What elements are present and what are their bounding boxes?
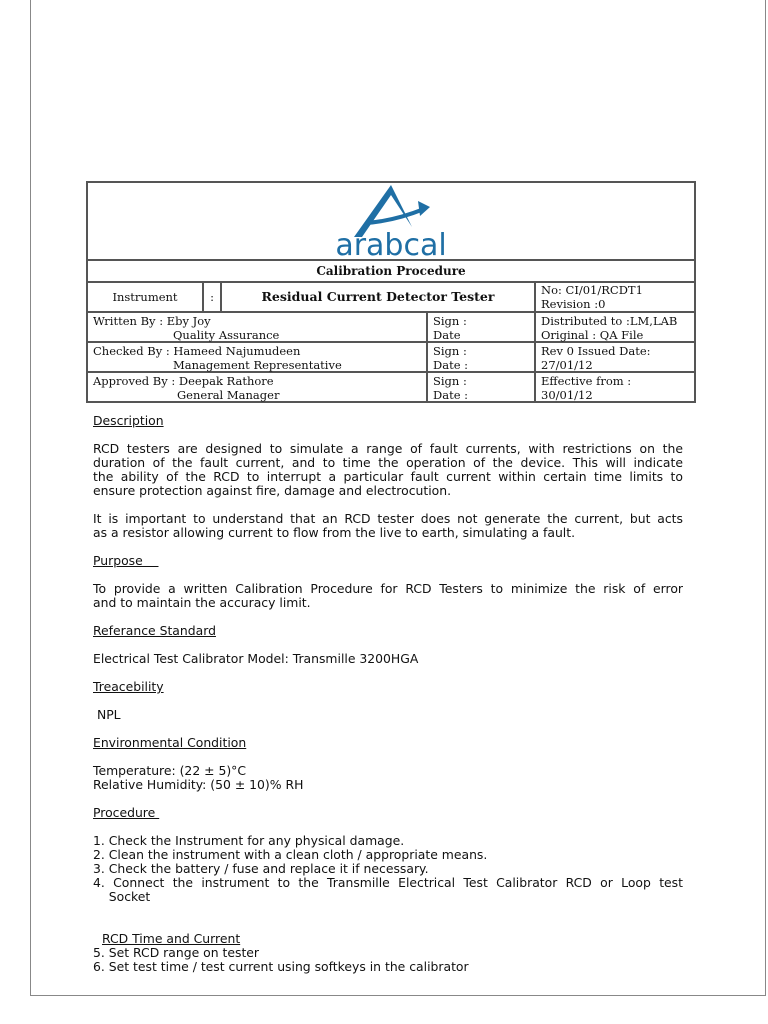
distributed-to: Distributed to :LM,LAB [541, 314, 678, 328]
rev-issued-label: Rev 0 Issued Date: [541, 344, 651, 358]
written-date: Date [433, 328, 461, 342]
logo-row [88, 183, 694, 259]
instrument-name: Residual Current Detector Tester [220, 283, 534, 311]
arabcal-logo [306, 183, 476, 259]
description-line: RCD testers are designed to simulate a range of fault currents, with restrictions on the [93, 441, 683, 456]
approved-by: Approved By : Deepak Rathore [93, 374, 274, 388]
procedure-step: 4. Connect the instrument to the Transmille Electrical Test Calibrator RCD or Loop test [93, 875, 683, 890]
description-line: duration of the fault current, and to time the operation of the device. This will indicate [93, 455, 683, 470]
environment-heading: Environmental Condition [93, 735, 247, 750]
description-line: the ability of the RCD to interrupt a particular fault current within certain time limits to [93, 469, 683, 484]
checked-role: Management Representative [173, 358, 342, 372]
procedure-step: 1. Check the Instrument for any physical damage. [93, 833, 405, 848]
purpose-line: and to maintain the accuracy limit. [93, 595, 311, 610]
procedure-step: Socket [93, 889, 151, 904]
written-by: Written By : Eby Joy [93, 314, 211, 328]
written-row [88, 311, 694, 341]
title-row [88, 259, 694, 281]
checked-by: Checked By : Hameed Najumudeen [93, 344, 301, 358]
instrument-label: Instrument [112, 290, 178, 304]
checked-date: Date : [433, 358, 469, 372]
rcd-heading: RCD Time and Current [102, 931, 241, 946]
checked-sign: Sign : [433, 344, 467, 358]
document-header-table [86, 181, 696, 403]
checked-row [88, 341, 694, 371]
reference-heading: Referance Standard [93, 623, 216, 638]
temperature-text: Temperature: (22 ± 5)°C [93, 763, 247, 778]
instrument-row [88, 281, 694, 311]
rcd-step: 5. Set RCD range on tester [93, 945, 260, 960]
instrument-colon: : [202, 283, 220, 311]
approved-date: Date : [433, 388, 469, 402]
description-line: ensure protection against fire, damage and electrocution. [93, 483, 452, 498]
description-line: It is important to understand that an RCD tester does not generate the current, but acts [93, 511, 683, 526]
approved-sign: Sign : [433, 374, 467, 388]
approved-role: General Manager [177, 388, 280, 402]
description-line: as a resistor allowing current to flow from the live to earth, simulating a fault. [93, 525, 576, 540]
original-file: Original : QA File [541, 328, 644, 342]
document-number: No: CI/01/RCDT1 [541, 283, 643, 297]
purpose-heading: Purpose [93, 553, 159, 568]
humidity-text: Relative Humidity: (50 ± 10)% RH [93, 777, 304, 792]
reference-text: Electrical Test Calibrator Model: Transmille 3200HGA [93, 651, 419, 666]
rev-issued-date: 27/01/12 [541, 358, 593, 372]
effective-date: 30/01/12 [541, 388, 593, 402]
procedure-heading: Procedure [93, 805, 160, 820]
written-sign: Sign : [433, 314, 467, 328]
logo-text: arabcal [335, 228, 447, 259]
traceability-text: NPL [93, 707, 121, 722]
written-role: Quality Assurance [173, 328, 280, 342]
effective-label: Effective from : [541, 374, 632, 388]
document-title: Calibration Procedure [316, 264, 466, 278]
document-body [93, 414, 683, 974]
revision: Revision :0 [541, 297, 606, 311]
purpose-line: To provide a written Calibration Procedure for RCD Testers to minimize the risk of error [93, 581, 683, 596]
rcd-step: 6. Set test time / test current using softkeys in the calibrator [93, 959, 469, 974]
procedure-step: 3. Check the battery / fuse and replace it if necessary. [93, 861, 429, 876]
traceability-heading: Treacebility [93, 679, 164, 694]
description-heading: Description [93, 413, 164, 428]
approved-row [88, 371, 694, 401]
procedure-step: 2. Clean the instrument with a clean cloth / appropriate means. [93, 847, 488, 862]
